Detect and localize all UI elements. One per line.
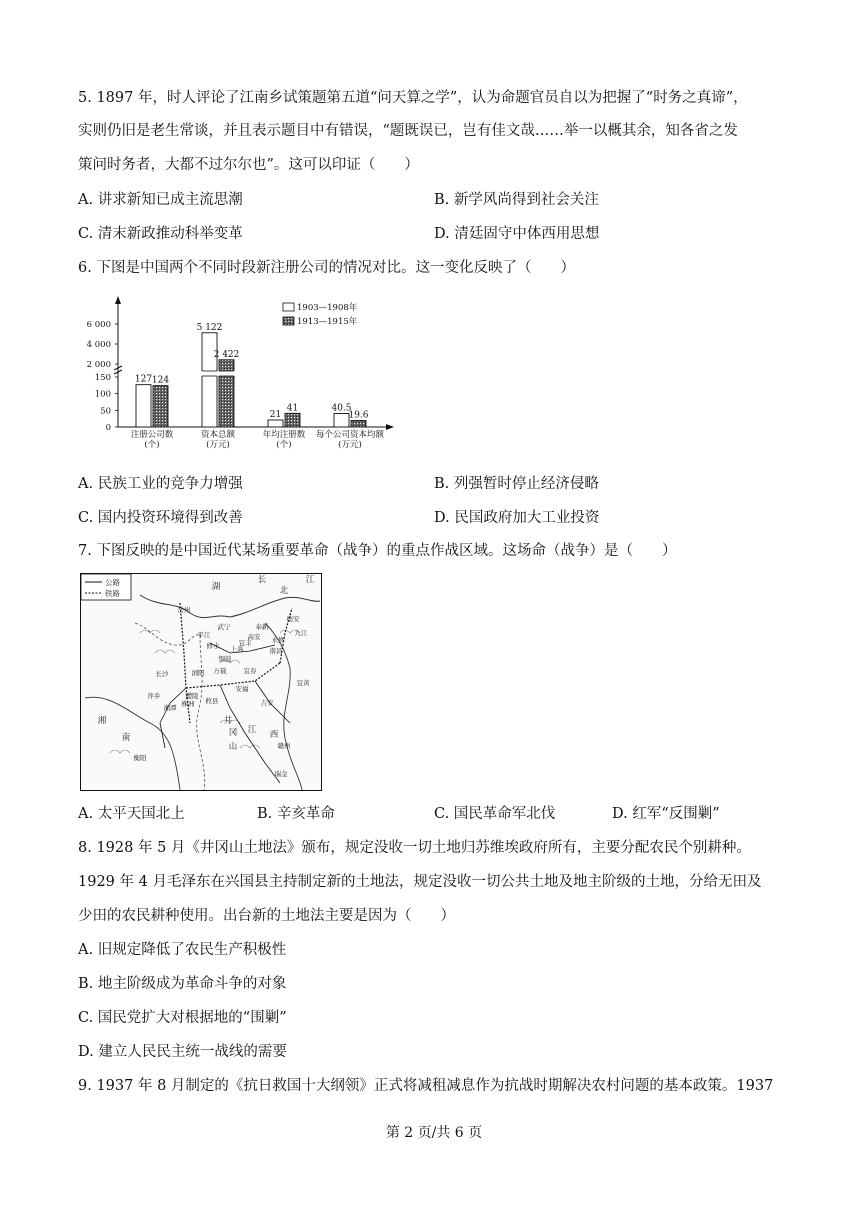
map-label: 平江 [197,631,211,639]
map-label: 铜鼓 [218,655,232,663]
x-category-label: 资本总额 [200,430,236,440]
q5-option-a: A. 讲求新知已成主流思潮 [78,192,243,208]
q5-option-c: C. 清末新政推动科举变革 [78,226,243,242]
bar-period-1903-1908-2 [268,420,283,427]
bar-period-1903-1908-0 [136,385,151,427]
map-label: 湘潭 [163,704,177,712]
y-axis-arrow [115,296,121,304]
y-tick-label: 6 000 [86,320,111,330]
map-label: 株洲 [181,700,195,708]
map-label: 奉新 [255,623,269,631]
q8-option-b: B. 地主阶级成为革命斗争的对象 [78,976,287,992]
map-label: 衡阳 [133,754,147,762]
map-label: 岳州 [177,606,191,614]
map-label: 冈 [228,728,238,738]
map-legend-rail: 铁路 [105,589,120,598]
q5-stem-line-3: 策问时务者，大都不过尔尔也”。这可以印证（ ） [78,157,419,173]
q6-stem: 6. 下图是中国两个不同时段新注册公司的情况对比。这一变化反映了（ ） [78,260,575,276]
legend-label-1: 1903—1908年 [297,303,358,313]
map-label: 北 [279,586,289,596]
map-label: 江 [247,725,257,735]
map-label: 德安 [286,615,300,623]
bar-value-label: 19.6 [348,410,369,421]
map-label: 安福 [235,685,249,693]
y-tick-labels [87,320,118,433]
map-label: 上高 [230,645,244,653]
bar-period-1913-1915-2 [285,413,300,427]
x-category-label: 注册公司数 [130,430,174,440]
y-tick-label: 150 [94,373,111,383]
q5-stem-line-2: 实则仍旧是老生常谈，并且表示题目中有错误，“题既误已，岂有佳文哉……举一以概其余，知各省之发 [78,123,738,139]
page-footer: 第 2 页/共 6 页 [385,1125,483,1141]
map-label: 萍乡 [147,692,161,700]
bar-value-label: 5 122 [196,322,223,333]
map-label: 长沙 [155,670,169,678]
y-tick-label: 100 [94,389,111,400]
bar-value-label: 127 [134,374,153,385]
q6-option-d: D. 民国政府加大工业投资 [434,510,600,526]
x-category-unit: (万元) [338,440,362,450]
q5-stem-line-1: 5. 1897 年，时人评论了江南乡试策题第五道“问天算之学”，认为命题官员自以为把握了“时务之真谛”， [78,90,748,106]
q7-option-c: C. 国民革命军北伐 [434,806,556,822]
q8-option-a: A. 旧规定降低了农民生产积极性 [78,942,287,958]
q7-stem: 7. 下图反映的是中国近代某场重要革命（战争）的重点作战区域。这场命（战争）是（ ） [78,543,677,559]
q7-option-b: B. 辛亥革命 [257,806,335,822]
q9-stem-line-1: 9. 1937 年 8 月制定的《抗日救国十大纲领》正式将减租减息作为抗战时期解决农村问题的基本政策。1937 [78,1078,774,1094]
campaign-area-map [80,573,322,791]
map-label: 宜春 [243,667,257,675]
map-label: 长 [257,575,267,585]
legend-label-2: 1913—1915年 [297,317,358,327]
q8-stem-line-3: 少田的农民耕种使用。出台新的土地法主要是因为（ ） [78,908,455,924]
map-label: 攸县 [205,697,219,705]
map-label: 井 [223,716,233,726]
bar-period-1903-1908-1 [202,333,217,427]
q8-option-c: C. 国民党扩大对根据地的“围剿” [78,1010,287,1026]
y-tick-label: 50 [100,406,111,417]
map-label: 南昌 [269,647,283,655]
map-label: 修水 [206,642,220,650]
y-tick-label: 2 000 [86,360,111,370]
y-tick-label: 4 000 [86,340,111,350]
map-label: 江 [305,575,315,585]
map-label: 瑞金 [274,770,288,778]
map-label: 吉安 [260,699,274,707]
map-label: 赣州 [277,742,291,750]
map-label: 永修 [271,636,285,644]
y-tick-label: 0 [105,423,111,433]
q6-option-c: C. 国内投资环境得到改善 [78,510,243,526]
q6-option-a: A. 民族工业的竞争力增强 [78,476,243,492]
bar-period-1913-1915-0 [153,386,168,427]
map-label: 宜黄 [296,679,310,687]
bar-break-gap [201,371,218,376]
q8-stem-line-1: 8. 1928 年 5 月《井冈山土地法》颁布，规定没收一切土地归苏维埃政府所有，主要分配农民个别耕种。 [78,840,751,856]
map-label: 南 [121,733,131,743]
x-category-unit: (个) [276,440,292,450]
bar-period-1903-1908-3 [334,414,349,428]
bars [135,323,369,427]
map-frame [81,574,322,791]
q7-option-a: A. 太平天国北上 [78,806,185,822]
x-category-label: 年均注册数 [262,430,306,440]
bar-value-label: 124 [151,375,170,386]
x-category-unit: (个) [144,440,160,450]
map-label: 万载 [213,667,227,675]
bar-value-label: 2 422 [213,349,240,360]
bar-period-1913-1915-3 [351,420,366,427]
map-label: 高安 [247,633,261,641]
bar-value-label: 41 [286,403,299,414]
q5-option-d: D. 清廷固守中体西用思想 [434,226,600,242]
map-label: 浏阳 [191,669,205,677]
company-bar-chart [78,294,398,456]
q5-option-b: B. 新学风尚得到社会关注 [434,192,599,208]
q8-option-d: D. 建立人民民主统一战线的需要 [78,1044,287,1060]
map-label: 山 [228,742,238,752]
q7-option-d: D. 红军“反围剿” [612,806,720,822]
x-axis-arrow [386,424,394,430]
bar-break-gap [218,371,235,376]
map-label: 宜丰 [238,639,252,647]
bar-period-1913-1915-1 [219,360,234,427]
map-label: 湖 [211,582,221,592]
legend-swatch-1 [283,303,294,311]
map-label: 西 [269,730,279,740]
legend-swatch-2 [283,317,294,325]
map-label: 醴陵 [185,692,199,700]
q8-stem-line-2: 1929 年 4 月毛泽东在兴国县主持制定新的土地法，规定没收一切公共土地及地主阶级的土地，分给无田及 [78,874,762,890]
x-category-unit: (万元) [206,440,230,450]
x-category-labels [131,429,385,450]
map-label: 湘 [97,716,107,726]
map-legend-road: 公路 [105,578,120,587]
x-category-label: 每个公司资本均额 [315,430,385,440]
bar-value-label: 40.5 [331,403,352,414]
map-label: 武宁 [217,623,231,631]
bar-value-label: 21 [269,410,282,420]
q6-option-b: B. 列强暂时停止经济侵略 [434,476,599,492]
map-label: 九江 [294,629,308,637]
